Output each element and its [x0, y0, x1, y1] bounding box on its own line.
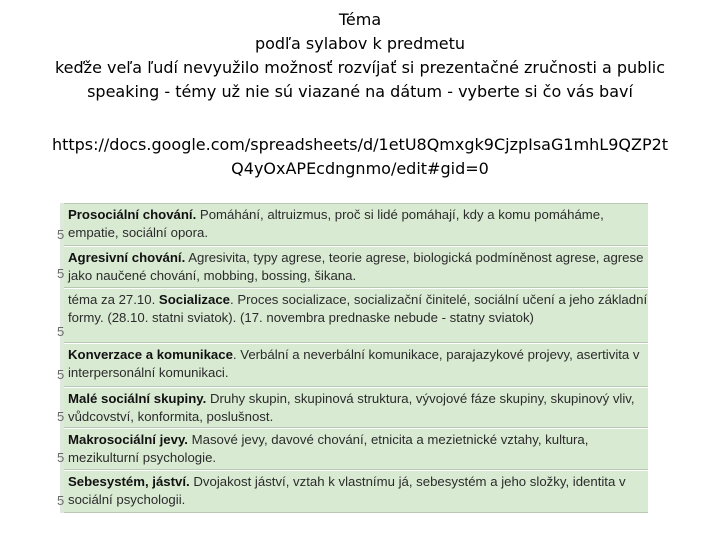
topic-description: Agresivita, typy agrese, teorie agrese, biologická podmíněnost agrese, agrese jako naučené chování, mobbing, bossing, šikana. — [68, 250, 644, 283]
row-mark: 5 — [57, 266, 65, 281]
title-line-4: speaking - témy už nie sú viazané na dátum - vyberte si čo vás baví — [87, 82, 633, 101]
topic-row — [64, 289, 648, 343]
row-mark: 5 — [57, 324, 65, 339]
row-mark: 5 — [57, 493, 65, 508]
title-line-1: Téma — [338, 10, 382, 29]
topic-row — [64, 429, 648, 470]
topic-row — [64, 344, 648, 387]
topic-description: Masové jevy, davové chování, etnicita a mezietnické vztahy, kultura, mezikulturní psychologie. — [68, 432, 589, 465]
topic-title: Makrosociální jevy. — [68, 432, 188, 447]
topic-description: . Verbální a neverbální komunikace, parajazykové projevy, asertivita v interpersonální komunikaci. — [68, 347, 640, 380]
topic-title: Malé sociální skupiny. — [68, 391, 207, 406]
topic-row — [64, 388, 648, 428]
topic-row — [64, 204, 648, 246]
link-line-1[interactable]: https://docs.google.com/spreadsheets/d/1etU8Qmxgk9CjzpIsaG1mhL9QZP2t — [51, 135, 669, 154]
link-line-2[interactable]: Q4yOxAPEcdngnmo/edit#gid=0 — [231, 159, 489, 178]
row-mark: 5 — [57, 227, 65, 242]
topic-description: Druhy skupin, skupinová struktura, vývojové fáze skupiny, skupinový vliv, vůdcovství, konformita, poslušnost. — [68, 391, 635, 424]
title-line-2: podľa sylabov k predmetu — [254, 34, 466, 53]
topic-description: Pomáhání, altruizmus, proč si lidé pomáhají, kdy a komu pomáháme, empatie, sociální opora. — [68, 207, 604, 240]
row-mark: 5 — [57, 367, 65, 382]
topic-description: . Proces socializace, socializační činitelé, sociální učení a jeho základní formy. (28.10. statni sviatok). (17. novembra prednaske nebude - statny sviatok) — [68, 292, 648, 325]
row-mark: 5 — [57, 450, 65, 465]
topic-title: Prosociální chování. — [68, 207, 197, 222]
topic-description: Dvojakost jáství, vztah k vlastnímu já, sebesystém a jeho složky, identita v sociální psychologii. — [68, 474, 626, 507]
slide-title — [0, 8, 720, 104]
row-mark: 5 — [57, 409, 65, 424]
topic-title: Konverzace a komunikace — [68, 347, 233, 362]
title-line-3: keďže veľa ľudí nevyužilo možnosť rozvíjať si prezentačné zručnosti a public — [54, 58, 666, 77]
topic-title: Agresivní chování. — [68, 250, 186, 265]
topic-row — [64, 471, 648, 513]
topic-row — [64, 247, 648, 288]
spreadsheet-link[interactable] — [0, 133, 720, 181]
topic-prefix: téma za 27.10. — [68, 292, 159, 307]
topic-title: Socializace — [158, 292, 231, 307]
topic-title: Sebesystém, jáství. — [68, 474, 190, 489]
